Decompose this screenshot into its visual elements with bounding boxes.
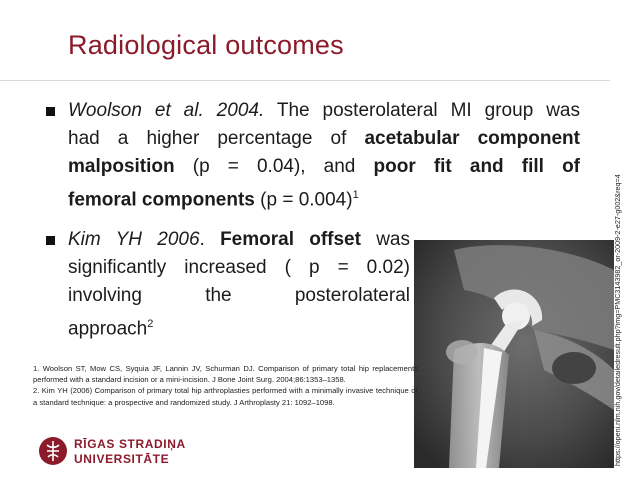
text-fragment: The posterolateral MI group was bbox=[264, 100, 580, 121]
text-fragment: had a higher percentage of bbox=[68, 128, 365, 149]
bullet-marker bbox=[46, 107, 55, 116]
image-source-url[interactable]: https://openi.nlm.nih.gov/detailedresult.php?img=PMC3143982_or-2009-2-e27-g002&req=4 bbox=[613, 174, 622, 466]
bullet-line bbox=[68, 97, 580, 125]
emphasis: malposition bbox=[68, 156, 175, 177]
bullet-kim bbox=[68, 226, 410, 343]
logo-emblem-icon bbox=[38, 436, 68, 466]
bullet-line: significantly increased ( p = 0.02) bbox=[68, 257, 410, 278]
footnote-1: 1. Woolson ST, Mow CS, Syquia JF, Lannin JV, Schurman DJ. Comparison of primary total hip replacements performed with a standard incision or a mini-incision. J Bone Joint Surg. 2004;86:1353–1358. bbox=[33, 364, 418, 385]
footnote-ref: 2 bbox=[147, 318, 154, 330]
footnote-2: 2. Kim YH (2006) Comparison of primary total hip arthroplasties performed with a minimally invasive technique or a standard technique: a prospective and randomized study. J Arthroplasty 21: 1092–1098. bbox=[33, 386, 418, 407]
bullet-line: involving the posterolateral bbox=[68, 285, 410, 306]
xray-hip-prosthesis bbox=[414, 240, 614, 468]
text-fragment: . bbox=[199, 229, 221, 250]
footnote-ref: 1 bbox=[352, 189, 359, 201]
title-divider bbox=[0, 80, 610, 81]
bullet-line bbox=[68, 153, 580, 181]
footnotes bbox=[33, 363, 418, 408]
bullet-line bbox=[68, 226, 410, 254]
university-logo bbox=[38, 436, 198, 468]
emphasis: acetabular component bbox=[364, 128, 580, 149]
bullet-marker bbox=[46, 236, 55, 245]
emphasis: poor fit and fill of bbox=[373, 156, 580, 177]
bullet-line bbox=[68, 181, 580, 214]
text-fragment: (p = 0.004) bbox=[254, 189, 353, 211]
slide-title: Radiological outcomes bbox=[68, 30, 344, 60]
text-fragment: was bbox=[360, 229, 410, 250]
emphasis: femoral components bbox=[68, 189, 255, 211]
bullet-line bbox=[68, 125, 580, 153]
logo-line1: RĪGAS STRADIŅA bbox=[74, 437, 186, 451]
text-fragment: approach bbox=[68, 318, 148, 340]
bullet-woolson bbox=[68, 97, 580, 214]
logo-line2: UNIVERSITĀTE bbox=[74, 452, 170, 466]
bullet-line bbox=[68, 310, 410, 343]
citation-woolson: Woolson et al. 2004. bbox=[68, 100, 265, 121]
emphasis: Femoral offset bbox=[220, 229, 361, 250]
text-fragment: (p = 0.04), and bbox=[174, 156, 374, 177]
citation-kim: Kim YH 2006 bbox=[68, 229, 200, 250]
xray-image bbox=[414, 240, 614, 468]
